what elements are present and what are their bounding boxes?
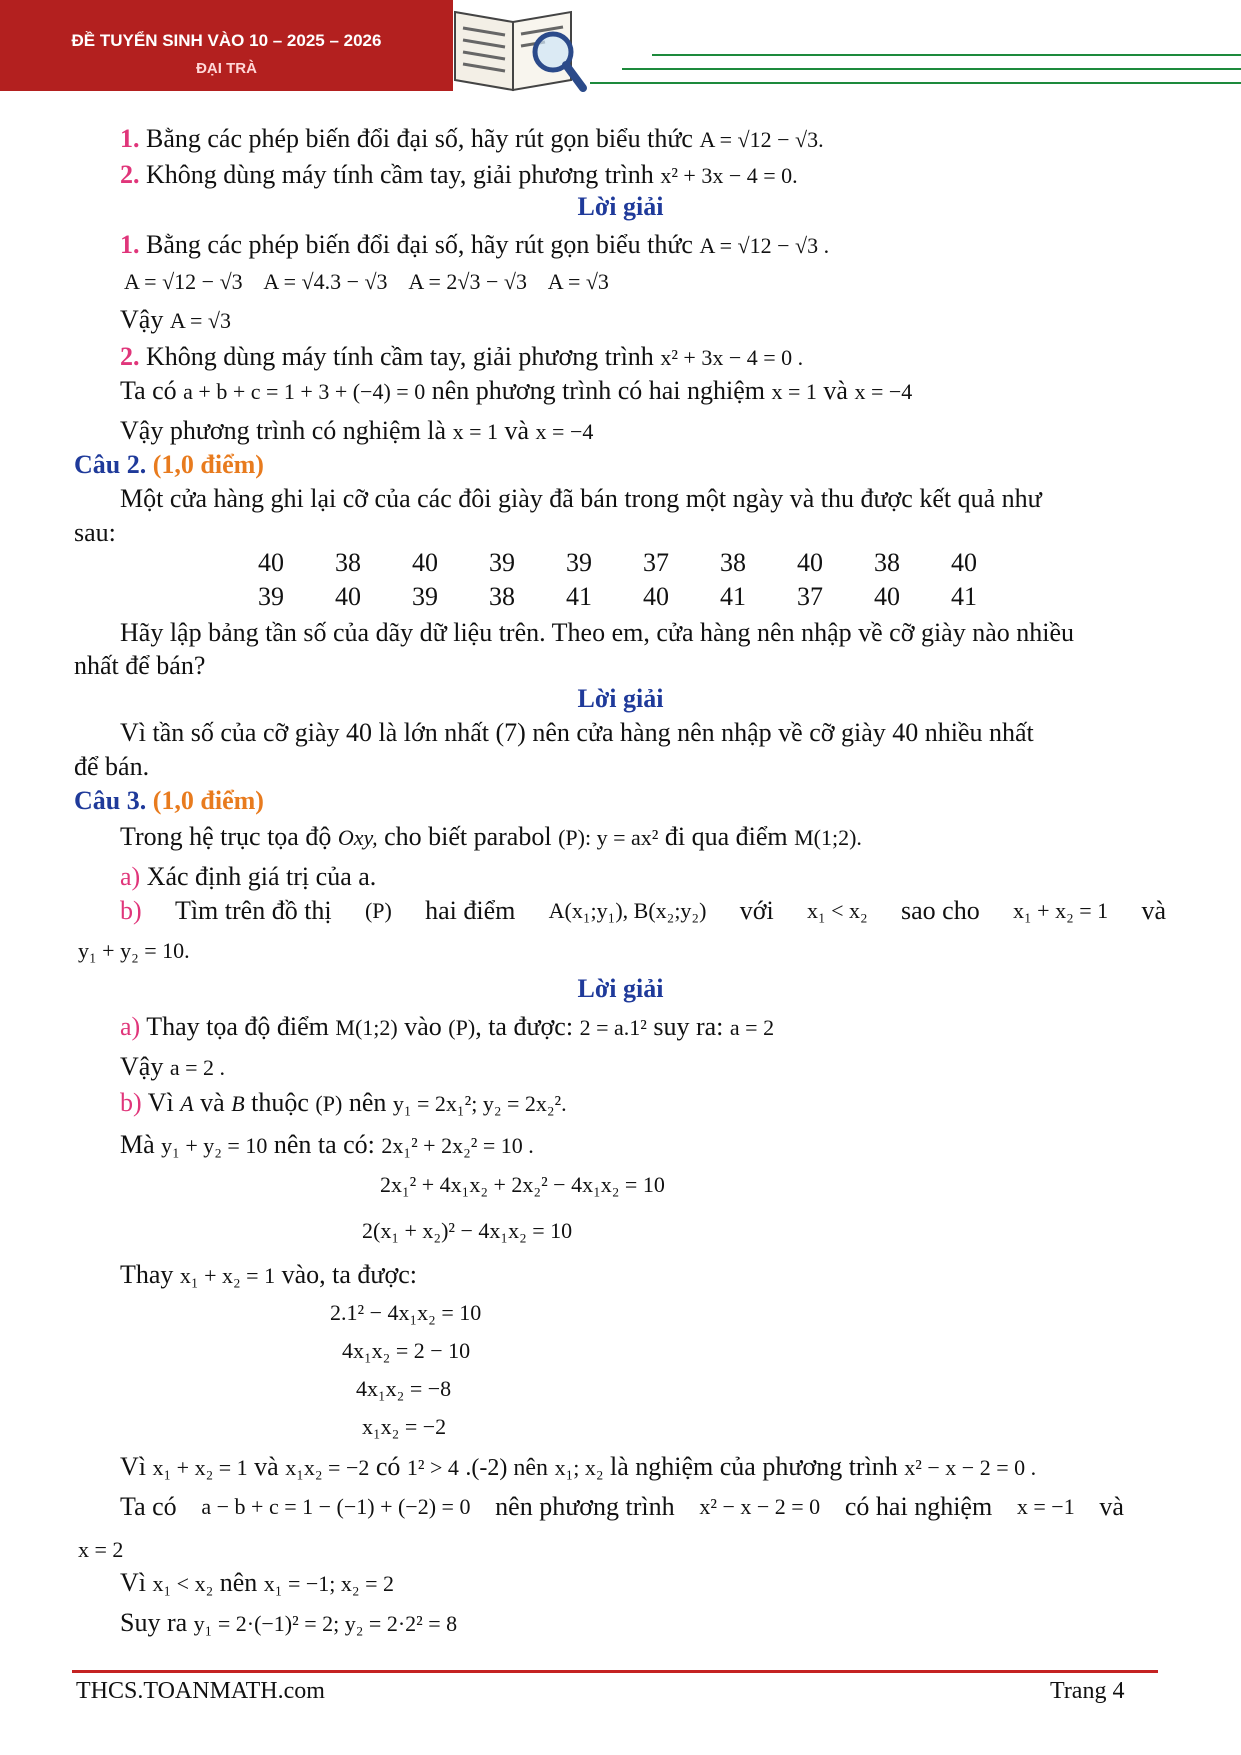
q3-part-a: [120, 860, 376, 894]
text: Vì: [120, 1452, 146, 1481]
text: Ta có: [120, 376, 177, 405]
q2-ask-line2: nhất để bán?: [74, 651, 206, 680]
q3-ma-line: [120, 1128, 534, 1163]
text: và: [823, 376, 848, 405]
q1-sol1-conclusion-text: Vậy: [120, 305, 164, 334]
math: B: [231, 1091, 245, 1116]
data-cell: 38: [874, 548, 900, 577]
math: M(1;2): [335, 1015, 398, 1040]
text: Vậy: [120, 1052, 164, 1081]
text: nên phương trình: [495, 1492, 675, 1521]
text: Trong hệ trục tọa độ: [120, 822, 332, 851]
data-cell: 38: [489, 582, 515, 611]
text: Xác định giá trị của a.: [146, 862, 377, 891]
data-cell: 39: [412, 582, 438, 611]
text: vào, ta được:: [281, 1260, 417, 1289]
math: (P): [364, 898, 392, 923]
text: là nghiệm của phương trình: [610, 1452, 898, 1481]
q1-sol2: [120, 340, 803, 375]
text: Thay: [120, 1260, 174, 1289]
text: , ta được:: [475, 1012, 574, 1041]
data-cell: 40: [412, 548, 438, 577]
math: (P): [448, 1015, 476, 1040]
text: cho biết parabol: [384, 822, 552, 851]
text: Vì: [147, 1088, 174, 1117]
q3-vi-line: [120, 1450, 1036, 1485]
book-magnifier-icon: [445, 0, 590, 100]
data-cell: 39: [258, 582, 284, 611]
math: x₁ + x₂ = 1: [1013, 898, 1109, 923]
text: Vì: [120, 1568, 146, 1597]
q1-part2-math: x² + 3x − 4 = 0.: [660, 163, 798, 188]
math: y₁ + y₂ = 10: [161, 1133, 268, 1158]
q1-part1-text: Bằng các phép biến đổi đại số, hãy rút gọn biểu thức: [146, 124, 693, 153]
math: 2x₁² + 2x₂² = 10 .: [381, 1133, 534, 1158]
q1-sol2-line1: [120, 374, 912, 409]
text: đi qua điểm: [664, 822, 788, 851]
text: và: [200, 1088, 225, 1117]
q3-solution-title: Lời giải: [577, 974, 664, 1003]
math: x = 1: [452, 419, 498, 444]
data-cell: 41: [951, 582, 977, 611]
q1-part2-number: 2.: [120, 160, 140, 189]
text: suy ra:: [653, 1012, 724, 1041]
math: (P): y = ax²: [558, 825, 659, 850]
text: Thay tọa độ điểm: [146, 1012, 329, 1041]
q3-eq2: 2(x₁ + x₂)² − 4x₁x₂ = 10: [362, 1218, 573, 1243]
header-subtitle: ĐẠI TRÀ: [196, 60, 257, 77]
q3-eq1: 2x₁² + 4x₁x₂ + 2x₂² − 4x₁x₂ = 10: [380, 1172, 665, 1197]
q1-sol1-number: 1.: [120, 230, 140, 259]
data-cell: 40: [951, 548, 977, 577]
data-cell: 38: [335, 548, 361, 577]
data-cell: 40: [797, 548, 823, 577]
text: Mà: [120, 1130, 155, 1159]
header-rule-mid: [622, 68, 1241, 70]
q3-sol-a: [120, 1010, 774, 1045]
math: a = 2: [729, 1015, 775, 1040]
q3-eq5: 4x₁x₂ = −8: [356, 1376, 452, 1401]
text: nên ta có:: [273, 1130, 375, 1159]
math: 2 = a.1²: [579, 1015, 647, 1040]
text: có hai nghiệm: [844, 1492, 993, 1521]
math: x₁ + x₂ = 1: [179, 1263, 276, 1288]
text: vào: [404, 1012, 442, 1041]
math: a + b + c = 1 + 3 + (−4) = 0: [183, 379, 426, 404]
text: thuộc: [251, 1088, 309, 1117]
math: a − b + c = 1 − (−1) + (−2) = 0: [201, 1494, 471, 1519]
q2-text-line2: sau:: [74, 518, 116, 547]
math: x₁ < x₂: [806, 898, 868, 923]
q2-data-row2: [258, 582, 1028, 612]
q1-sol1: [120, 228, 829, 263]
q3-suy-line: [120, 1606, 457, 1641]
math: x = 1: [771, 379, 817, 404]
q1-sol2-text: Không dùng máy tính cầm tay, giải phương trình: [146, 342, 654, 371]
q2-data-row1: [258, 548, 1028, 578]
q3-part-b: [120, 894, 1166, 928]
header-rule-bottom: [590, 82, 1241, 84]
math: x₁; x₂: [554, 1455, 604, 1480]
math: A: [180, 1091, 194, 1116]
header-rule-top: [652, 54, 1241, 56]
text: và: [504, 416, 530, 445]
math: y₁ = 2·(−1)² = 2; y₂ = 2·2² = 8: [193, 1611, 458, 1636]
math: x² − x − 2 = 0: [699, 1494, 821, 1519]
header-banner: [0, 0, 453, 91]
data-cell: 38: [720, 548, 746, 577]
text: Suy ra: [120, 1608, 188, 1637]
q3-taco-line: [120, 1490, 1124, 1524]
math: Oxy,: [337, 825, 378, 850]
q2-solution-title: Lời giải: [577, 684, 664, 713]
q1-part2-text: Không dùng máy tính cầm tay, giải phương trình: [146, 160, 654, 189]
data-cell: 40: [335, 582, 361, 611]
q3-eq4: 4x₁x₂ = 2 − 10: [342, 1338, 471, 1363]
math: x = −1: [1016, 1494, 1075, 1519]
math: x = −4: [535, 419, 594, 444]
part-label: a): [120, 862, 141, 891]
text: nên: [219, 1568, 258, 1597]
math: x = −4: [854, 379, 913, 404]
q2-label: Câu 2.: [74, 450, 147, 479]
footer-page-number: Trang 4: [1050, 1678, 1125, 1704]
math: x₁ = −1; x₂ = 2: [263, 1571, 394, 1596]
q2-ask-line1: Hãy lập bảng tần số của dãy dữ liệu trên. Theo em, cửa hàng nên nhập về cỡ giày nào nhiều: [120, 618, 1075, 647]
math: x₁ < x₂: [152, 1571, 214, 1596]
q3-heading: [74, 784, 264, 818]
q3-eq3: 2.1² − 4x₁x₂ = 10: [330, 1300, 482, 1325]
q3-taco-cont: x = 2: [78, 1537, 124, 1562]
data-cell: 40: [258, 548, 284, 577]
text: Tìm trên đồ thị: [174, 896, 332, 925]
text: sao cho: [901, 896, 980, 925]
q1-sol1-text: Bằng các phép biến đổi đại số, hãy rút gọn biểu thức: [146, 230, 693, 259]
q1-sol1-math: A = √12 − √3 .: [699, 233, 830, 258]
q1-part1-math: A = √12 − √3.: [699, 127, 824, 152]
q2-heading: [74, 448, 264, 482]
q3-sol-b: [120, 1086, 567, 1121]
math: A(x₁;y₁), B(x₂;y₂): [548, 898, 707, 923]
math: x₁ + x₂ = 1: [152, 1455, 248, 1480]
q3-eq6: x₁x₂ = −2: [362, 1414, 447, 1439]
q2-sol-line1: Vì tần số của cỡ giày 40 là lớn nhất (7) nên cửa hàng nên nhập về cỡ giày 40 nhiều nhất: [120, 718, 1034, 747]
text: có: [375, 1452, 401, 1481]
text: và: [254, 1452, 279, 1481]
footer-rule: [72, 1670, 1158, 1673]
part-label: a): [120, 1012, 141, 1041]
math: x₁x₂ = −2: [285, 1455, 370, 1480]
text: với: [739, 896, 774, 925]
data-cell: 37: [643, 548, 669, 577]
q2-points: (1,0 điểm): [152, 450, 264, 479]
data-cell: 39: [489, 548, 515, 577]
text: Vậy phương trình có nghiệm là: [120, 416, 447, 445]
text: và: [1141, 896, 1166, 925]
math: 1² > 4: [406, 1455, 459, 1480]
q3-points: (1,0 điểm): [152, 786, 264, 815]
q1-sol1-conclusion: [120, 303, 231, 338]
q3-vi2-line: [120, 1566, 394, 1601]
q1-sol2-math: x² + 3x − 4 = 0 .: [660, 345, 804, 370]
q1-sol1-conclusion-math: A = √3: [169, 308, 231, 333]
footer-site: THCS.TOANMATH.com: [76, 1678, 325, 1704]
q1-part1-number: 1.: [120, 124, 140, 153]
math: y₁ = 2x₁²; y₂ = 2x₂².: [392, 1091, 567, 1116]
q1-sol2-number: 2.: [120, 342, 140, 371]
math: x² − x − 2 = 0 .: [904, 1455, 1037, 1480]
data-cell: 41: [720, 582, 746, 611]
header-title: ĐỀ TUYỂN SINH VÀO 10 – 2025 – 2026: [71, 31, 382, 50]
q3-label: Câu 3.: [74, 786, 147, 815]
math: (P): [315, 1091, 343, 1116]
q3-thay-line: [120, 1258, 417, 1293]
q2-text-line1: Một cửa hàng ghi lại cỡ của các đôi giày đã bán trong một ngày và thu được kết quả như: [120, 484, 1042, 513]
q1-part2: [120, 158, 798, 193]
q3-sol-a-conclusion: [120, 1050, 225, 1085]
data-cell: 39: [566, 548, 592, 577]
q1-solution-title: Lời giải: [577, 192, 664, 221]
math: a = 2 .: [169, 1055, 225, 1080]
text: hai điểm: [425, 896, 516, 925]
q3-intro: [120, 820, 862, 855]
data-cell: 41: [566, 582, 592, 611]
text: nên: [348, 1088, 387, 1117]
data-cell: 40: [643, 582, 669, 611]
text: nên phương trình có hai nghiệm: [431, 376, 765, 405]
text: Ta có: [120, 1492, 177, 1521]
math: M(1;2).: [794, 825, 862, 850]
q1-sol2-line2: [120, 414, 593, 449]
q2-sol-line2: để bán.: [74, 752, 150, 781]
q3-part-b-cont: y₁ + y₂ = 10.: [78, 938, 190, 963]
text: và: [1099, 1492, 1124, 1521]
text: .(-2) nên: [465, 1455, 549, 1481]
part-label: b): [120, 896, 142, 925]
data-cell: 40: [874, 582, 900, 611]
part-label: b): [120, 1088, 142, 1117]
q1-part1: [120, 122, 824, 157]
q1-sol1-steps: A = √12 − √3 A = √4.3 − √3 A = 2√3 − √3 A = √3: [124, 269, 609, 294]
data-cell: 37: [797, 582, 823, 611]
